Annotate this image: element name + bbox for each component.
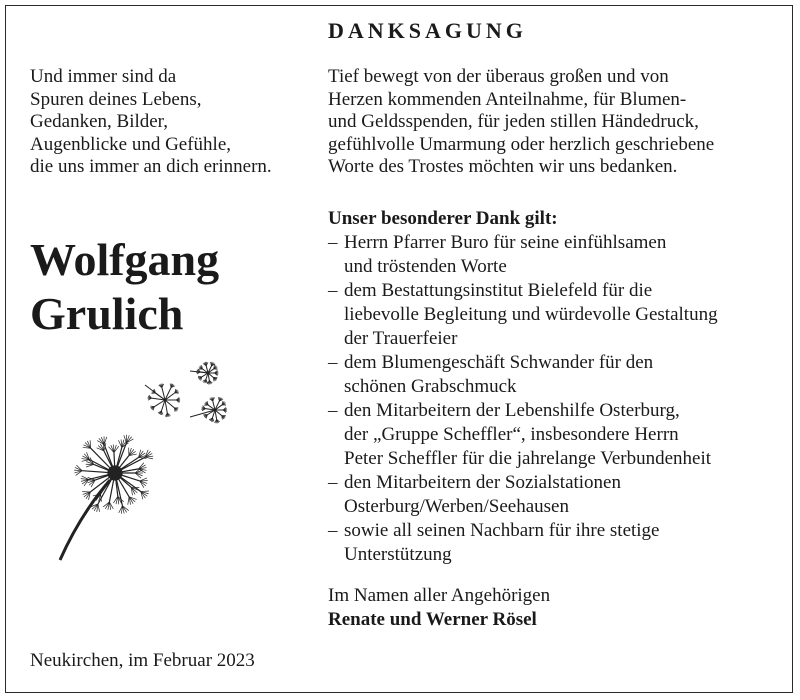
dandelion-seedhead-icon: [74, 435, 153, 514]
dash-marker: –: [328, 520, 338, 541]
thanks-item: [328, 519, 718, 567]
thanks-heading: Unser besonderer Dank gilt:: [328, 208, 558, 229]
notice-heading: DANKSAGUNG: [328, 18, 527, 43]
dash-marker: –: [328, 352, 338, 373]
flying-seeds-icon: [145, 362, 227, 423]
dash-marker: –: [328, 472, 338, 493]
thanks-list: [328, 231, 718, 567]
thanks-item-text: den Mitarbeitern der Lebenshilfe Osterburg, der „Gruppe Scheffler“, insbesondere Herrn Peter Scheffler für die jahrelange Verbundenheit: [344, 400, 712, 469]
first-name: Wolfgang: [30, 234, 220, 285]
thanks-item-text: dem Bestattungsinstitut Bielefeld für die liebevolle Begleitung und würdevolle Gestaltung der Trauerfeier: [344, 280, 718, 349]
last-name: Grulich: [30, 288, 184, 339]
thanks-item: [328, 279, 718, 351]
thanks-item-text: sowie all seinen Nachbarn für ihre stetige Unterstützung: [344, 520, 660, 565]
dandelion-illustration: [40, 355, 280, 570]
signoff: [328, 584, 550, 632]
memorial-poem: Und immer sind da Spuren deines Lebens, Gedanken, Bilder, Augenblicke und Gefühle, die uns immer an dich erinnern.: [30, 66, 272, 177]
intro-text: Tief bewegt von der überaus großen und von Herzen kommenden Anteilnahme, für Blumen- und Geldsspenden, für jeden stillen Händedruck, gefühlvolle Umarmung oder herzlich geschriebene Worte des Trostes möchten wir uns bedanken.: [328, 66, 715, 177]
place-date: Neukirchen, im Februar 2023: [30, 650, 255, 671]
signoff-line: Im Namen aller Angehörigen: [328, 585, 551, 606]
thanks-item: [328, 471, 718, 519]
thanks-item-text: dem Blumengeschäft Schwander für den schönen Grabschmuck: [344, 352, 654, 397]
thanks-item: [328, 351, 718, 399]
dash-marker: –: [328, 400, 338, 421]
thanks-item: [328, 231, 718, 279]
dash-marker: –: [328, 232, 338, 253]
thanks-item-text: Herrn Pfarrer Buro für seine einfühlsamen und tröstenden Worte: [344, 232, 667, 277]
dash-marker: –: [328, 280, 338, 301]
deceased-name: [30, 233, 219, 341]
thanks-item-text: den Mitarbeitern der Sozialstationen Osterburg/Werben/Seehausen: [344, 472, 621, 517]
signers: Renate und Werner Rösel: [328, 609, 537, 630]
thanks-item: [328, 399, 718, 471]
